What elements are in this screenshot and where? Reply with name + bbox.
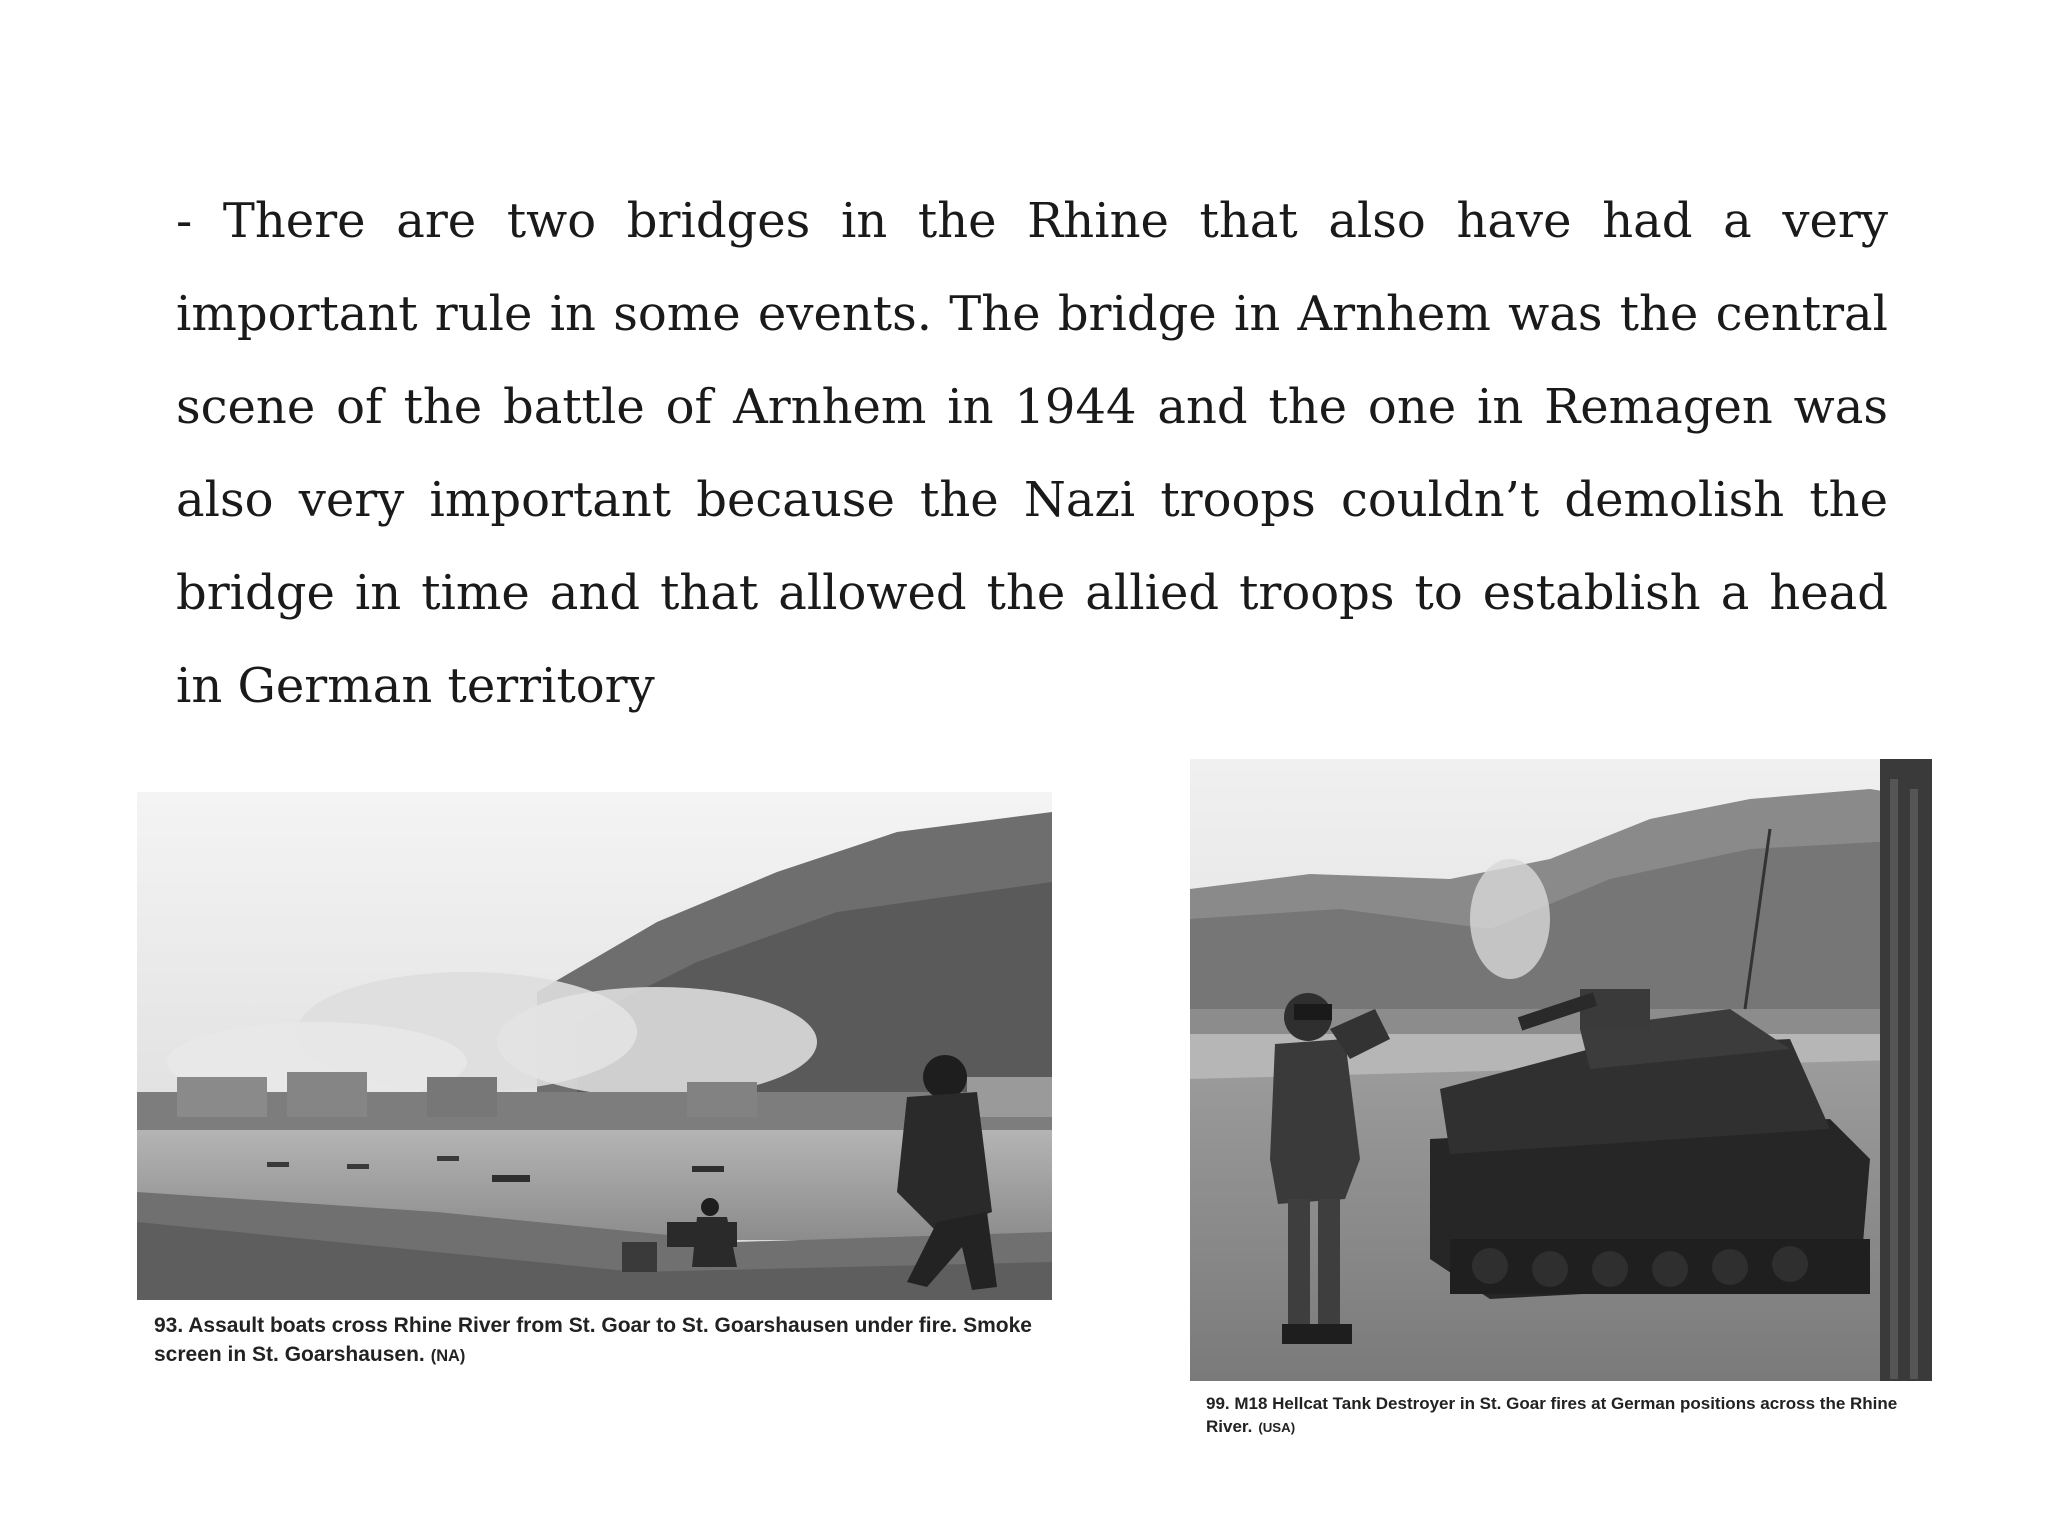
caption-text: 99. M18 Hellcat Tank Destroyer in St. Goar fires at German positions across the Rhine River. [1206, 1394, 1898, 1436]
photo-source: (NA) [430, 1347, 466, 1365]
photo-source: (USA) [1258, 1420, 1296, 1435]
tank-destroyer-photo [1190, 759, 1932, 1381]
assault-boats-image [137, 792, 1052, 1300]
caption-text: 93. Assault boats cross Rhine River from St. Goar to St. Goarshausen under fire. Smoke screen in St. Goarshausen. [154, 1314, 1032, 1366]
body-paragraph: - There are two bridges in the Rhine that also have had a very important rule in some events. The bridge in Arnhem was the central scene of the battle of Arnhem in 1944 and the one in Remagen was also very important because the Nazi troops couldn’t demolish the bridge in time and that allowed the allied troops to establish a head in German territory [176, 193, 1888, 714]
assault-boats-caption [154, 1311, 1054, 1371]
tank-destroyer-image [1190, 759, 1932, 1381]
assault-boats-photo [137, 792, 1052, 1300]
tank-destroyer-caption [1206, 1392, 1926, 1439]
